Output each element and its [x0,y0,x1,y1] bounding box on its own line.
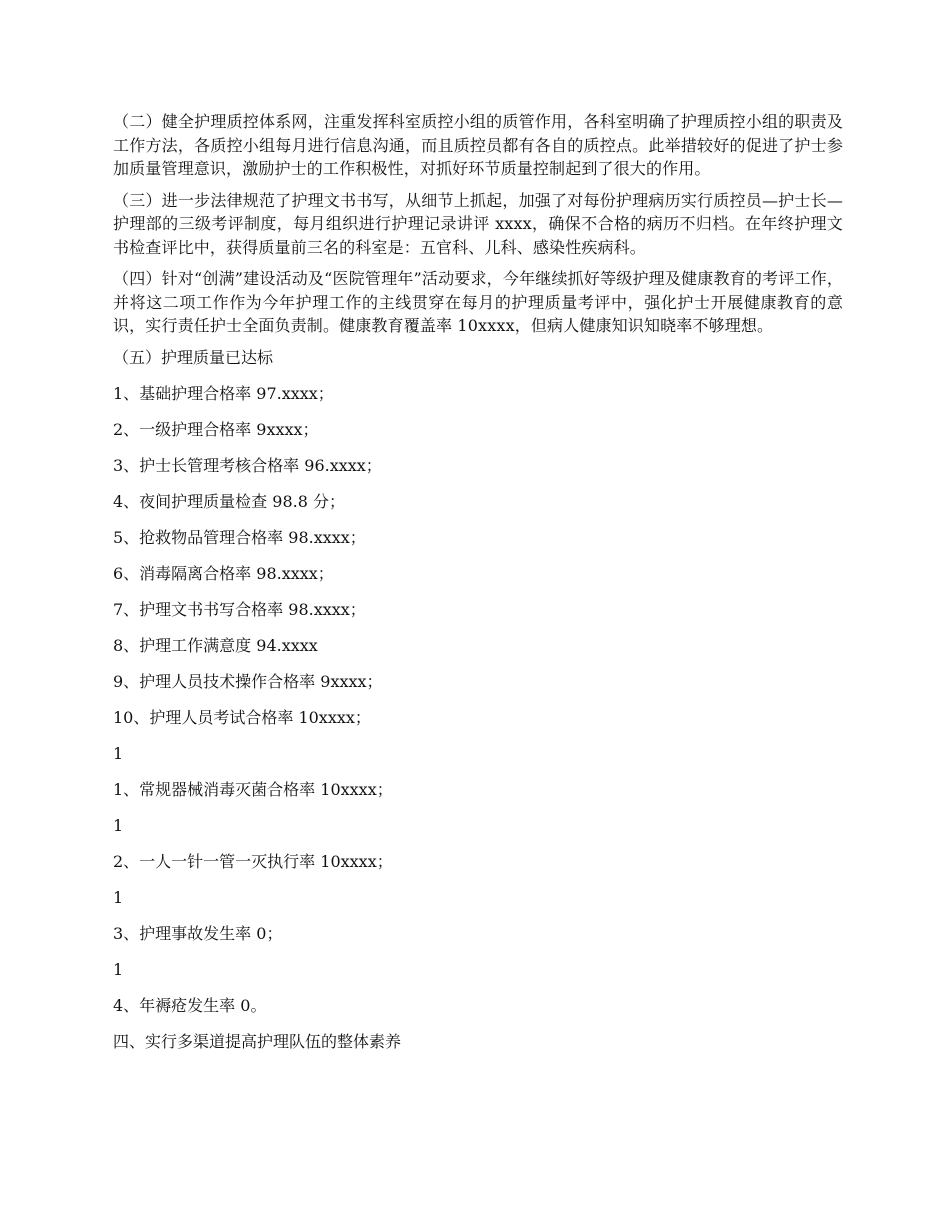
list-item: 2、一级护理合格率 9xxxx； [113,419,319,439]
list-item: 1、基础护理合格率 97.xxxx； [113,383,334,403]
list-item: 1 [113,959,124,979]
list-item: 1 [113,815,124,835]
list-item: 8、护理工作满意度 94.xxxx [113,635,318,655]
paragraph-nursing-documents: （三）进一步法律规范了护理文书书写，从细节上抓起，加强了对每份护理病历实行质控员—护士长—护理部的三级考评制度，每月组织进行护理记录讲评 xxxx，确保不合格的病历不归档。在年终护理文书检查评比中，获得质量前三名的科室是：五官科、儿科、感染性疾病科。 [113,190,843,257]
paragraph-health-education: （四）针对“创满”建设活动及“医院管理年”活动要求，今年继续抓好等级护理及健康教育的考评工作，并将这二项工作作为今年护理工作的主线贯穿在每月的护理质量考评中，强化护士开展健康教育的意识，实行责任护士全面负责制。健康教育覆盖率 10xxxx，但病人健康知识知晓率不够理想。 [113,269,843,335]
list-item: 3、护士长管理考核合格率 96.xxxx； [113,455,382,475]
list-item: 5、抢救物品管理合格率 98.xxxx； [113,527,366,547]
list-item: 1、常规器械消毒灭菌合格率 10xxxx； [113,779,393,799]
paragraph-quality-control-network: （二）健全护理质控体系网，注重发挥科室质控小组的质管作用，各科室明确了护理质控小组的职责及工作方法，各质控小组每月进行信息沟通，而且质控员都有各自的质控点。此举措较好的促进了护士参加质量管理意识，激励护士的工作积极性，对抓好环节质量控制起到了很大的作用。 [113,112,843,178]
list-item: 4、夜间护理质量检查 98.8 分； [113,491,345,511]
list-item: 2、一人一针一管一灭执行率 10xxxx； [113,851,393,871]
list-item: 10、护理人员考试合格率 10xxxx； [113,707,371,727]
list-item: 7、护理文书书写合格率 98.xxxx； [113,599,366,619]
document-page [113,110,843,1066]
list-item: 9、护理人员技术操作合格率 9xxxx； [113,671,383,691]
list-item: 1 [113,887,124,907]
list-item: 4、年褥疮发生率 0。 [113,995,267,1015]
section-heading-quality-standards: （五）护理质量已达标 [113,347,274,367]
section-heading-team-quality: 四、实行多渠道提高护理队伍的整体素养 [113,1031,402,1051]
list-item: 3、护理事故发生率 0； [113,923,283,943]
list-item: 1 [113,743,124,763]
list-item: 6、消毒隔离合格率 98.xxxx； [113,563,334,583]
